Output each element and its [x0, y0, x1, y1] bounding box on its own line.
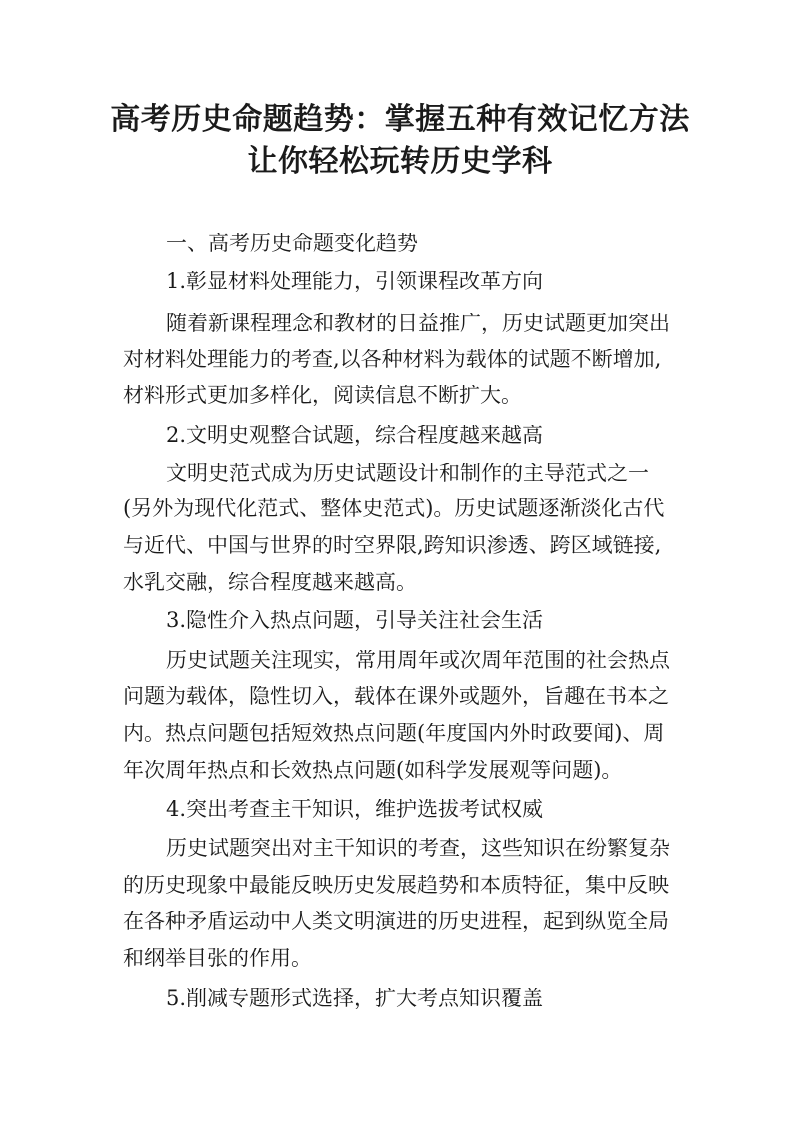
title-line-2: 让你轻松玩转历史学科	[247, 144, 553, 179]
subheading-2: 2.文明史观整合试题，综合程度越来越高	[166, 425, 544, 446]
subheading-5: 5.削减专题形式选择，扩大考点知识覆盖	[166, 988, 544, 1009]
paragraph-line: 对材料处理能力的考查,以各种材料为载体的试题不断增加,	[123, 349, 662, 370]
paragraph-line: 年次周年热点和长效热点问题(如科学发展观等问题)。	[123, 760, 623, 781]
paragraph-line: 问题为载体，隐性切入，载体在课外或题外，旨趣在书本之	[123, 686, 669, 707]
paragraph-line: 文明史范式成为历史试题设计和制作的主导范式之一	[166, 463, 649, 484]
subheading-1: 1.彰显材料处理能力，引领课程改革方向	[166, 271, 544, 292]
subheading-4: 4.突出考查主干知识，维护选拔考试权威	[166, 799, 544, 820]
paragraph-line: (另外为现代化范式、整体史范式)。历史试题逐渐淡化古代	[123, 498, 665, 519]
title-line-1: 高考历史命题趋势：掌握五种有效记忆方法	[110, 102, 690, 137]
paragraph-line: 随着新课程理念和教材的日益推广，历史试题更加突出	[166, 313, 670, 334]
subheading-3: 3.隐性介入热点问题，引导关注社会生活	[166, 610, 544, 631]
paragraph-line: 历史试题突出对主干知识的考查，这些知识在纷繁复杂	[166, 838, 670, 859]
section-heading: 一、高考历史命题变化趋势	[166, 233, 418, 254]
paragraph-line: 历史试题关注现实，常用周年或次周年范围的社会热点	[166, 650, 670, 671]
paragraph-line: 的历史现象中最能反映历史发展趋势和本质特征，集中反映	[123, 875, 669, 896]
paragraph-line: 内。热点问题包括短效热点问题(年度国内外时政要闻)、周	[123, 723, 665, 744]
paragraph-line: 在各种矛盾运动中人类文明演进的历史进程，起到纵览全局	[123, 911, 669, 932]
paragraph-line: 材料形式更加多样化，阅读信息不断扩大。	[123, 385, 522, 406]
paragraph-line: 与近代、中国与世界的时空界限,跨知识渗透、跨区域链接,	[123, 535, 662, 556]
paragraph-line: 和纲举目张的作用。	[123, 948, 312, 969]
paragraph-line: 水乳交融，综合程度越来越高。	[123, 572, 417, 593]
